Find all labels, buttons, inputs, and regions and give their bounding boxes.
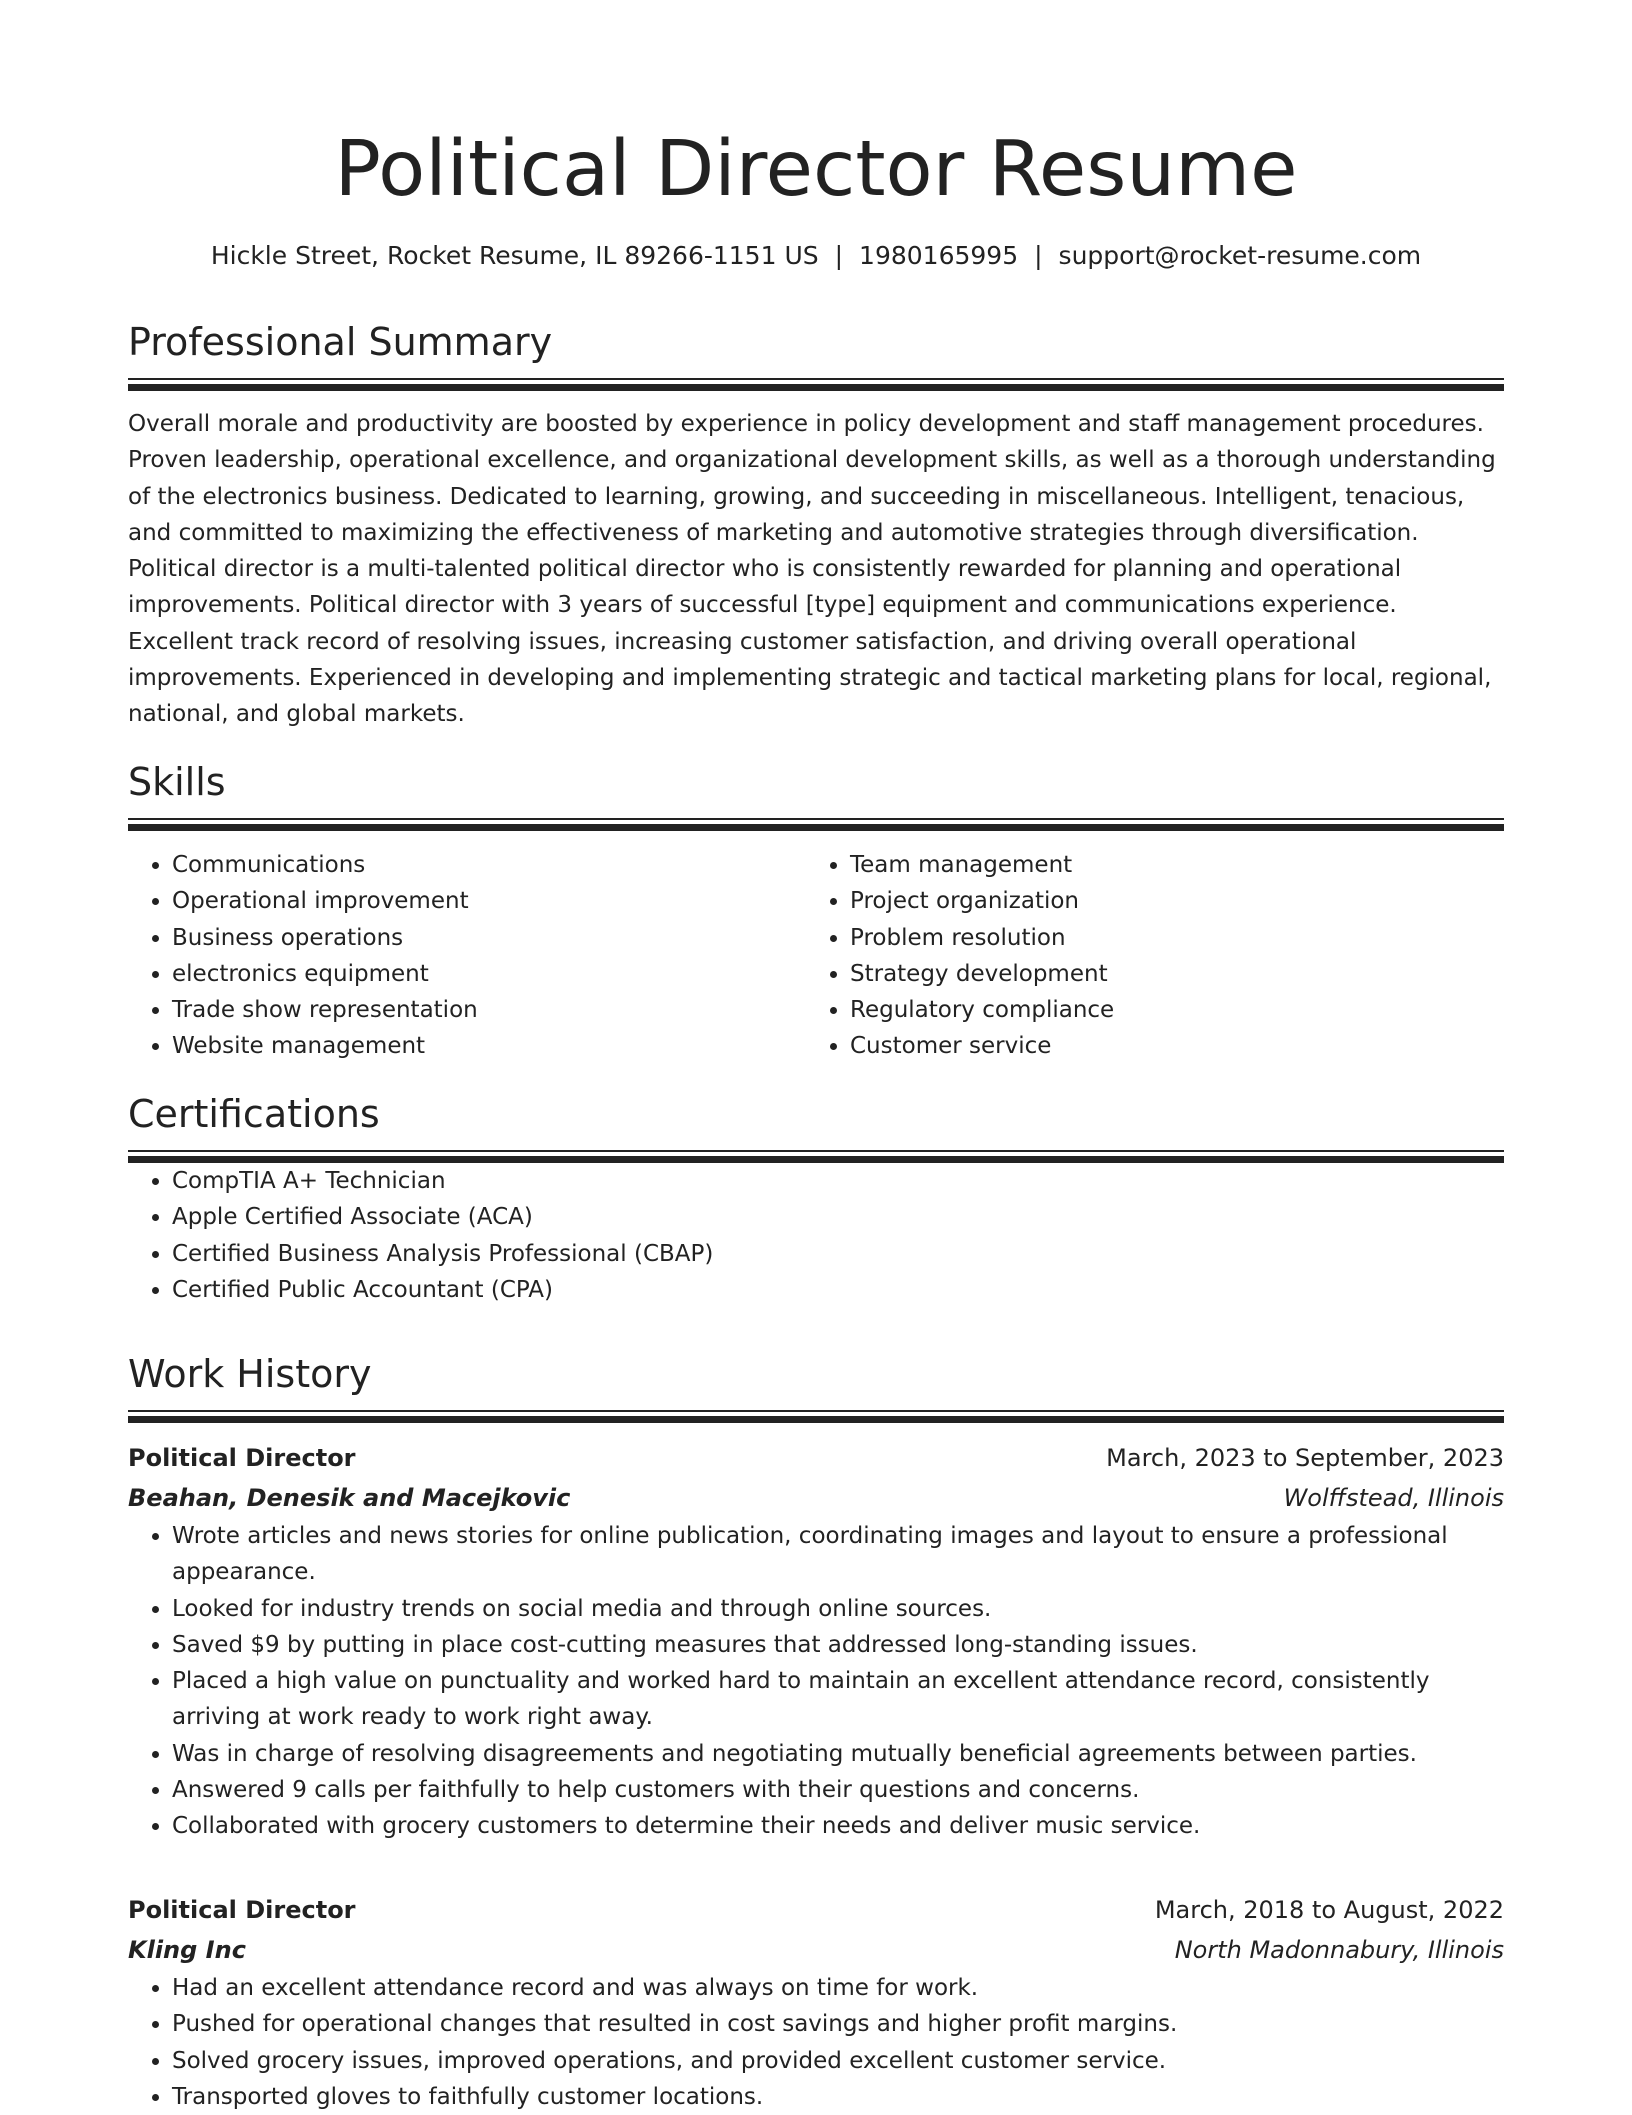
skill-item: • Website management: [172, 1028, 806, 1064]
job-bullet: • Wrote articles and news stories for online publication, coordinating images and layout to ensure a professional appearance.: [172, 1518, 1504, 1591]
section-divider: [128, 378, 1504, 391]
job-entry: [128, 1438, 1504, 1845]
skill-item: • Problem resolution: [850, 920, 1484, 956]
skill-item: • Trade show representation: [172, 992, 806, 1028]
job-bullet: • Was in charge of resolving disagreements and negotiating mutually beneficial agreements between parties.: [172, 1736, 1504, 1772]
job-bullets: [128, 1518, 1504, 1845]
job-subheader: [128, 1478, 1504, 1518]
skill-item: • Business operations: [172, 920, 806, 956]
contact-address: Hickle Street, Rocket Resume, IL 89266-1151 US: [210, 241, 819, 270]
job-title: Political Director: [128, 1444, 356, 1472]
contact-separator: |: [1034, 241, 1043, 270]
job-bullet: • Saved $9 by putting in place cost-cutting measures that addressed long-standing issues.: [172, 1627, 1504, 1663]
skill-item: • Team management: [850, 847, 1484, 883]
summary-heading: Professional Summary: [128, 320, 553, 364]
certification-item: • Certified Business Analysis Professional (CBAP): [172, 1236, 1504, 1272]
job-bullet: • Answered 9 calls per faithfully to help customers with their questions and concerns.: [172, 1772, 1504, 1808]
skill-item: • Communications: [172, 847, 806, 883]
skills-list-left: [128, 847, 806, 1065]
certification-item: • Apple Certified Associate (ACA): [172, 1199, 1504, 1235]
job-subheader: [128, 1930, 1504, 1970]
job-bullet: • Placed a high value on punctuality and worked hard to maintain an excellent attendance record, consistently arriving at work ready to work right away.: [172, 1663, 1504, 1736]
skills-columns: [128, 847, 1504, 1065]
summary-text: Overall morale and productivity are boosted by experience in policy development and staff management procedures. Proven leadership, operational excellence, and organizational development skills, as well as a thorough understanding of the electronics business. Dedicated to learning, growing, and succeeding in miscellaneous. Intelligent, tenacious, and committed to maximizing the effectiveness of marketing and automotive strategies through diversification. Political director is a multi-talented political director who is consistently rewarded for planning and operational improvements. Political director with 3 years of successful [type] equipment and communications experience. Excellent track record of resolving issues, increasing customer satisfaction, and driving overall operational improvements. Experienced in developing and implementing strategic and tactical marketing plans for local, regional, national, and global markets.: [128, 411, 1496, 728]
section-divider: [128, 818, 1504, 831]
job-bullet: • Collaborated with grocery customers to determine their needs and deliver music service.: [172, 1808, 1504, 1844]
job-bullet: • Had an excellent attendance record and was always on time for work.: [172, 1970, 1504, 2006]
resume-title: Political Director Resume: [334, 125, 1298, 214]
job-dates: March, 2023 to September, 2023: [1106, 1444, 1504, 1472]
skills-list-right: [806, 847, 1484, 1065]
job-bullet: • Solved grocery issues, improved operations, and provided excellent customer service.: [172, 2043, 1504, 2079]
summary-section: [128, 316, 1504, 733]
section-divider: [128, 1410, 1504, 1423]
job-bullets: [128, 1970, 1504, 2115]
section-divider: [128, 1150, 1504, 1163]
work-history-section: [128, 1348, 1504, 1423]
contact-email: support@rocket-resume.com: [1058, 241, 1422, 270]
job-bullet: • Looked for industry trends on social media and through online sources.: [172, 1591, 1504, 1627]
certification-item: • CompTIA A+ Technician: [172, 1163, 1504, 1199]
skill-item: • Operational improvement: [172, 883, 806, 919]
job-company: Kling Inc: [128, 1936, 246, 1964]
skill-item: • electronics equipment: [172, 956, 806, 992]
job-header: [128, 1890, 1504, 1930]
job-company: Beahan, Denesik and Macejkovic: [128, 1484, 571, 1512]
work-history-heading: Work History: [128, 1352, 372, 1396]
job-location: Wolffstead, Illinois: [1283, 1484, 1504, 1512]
job-location: North Madonnabury, Illinois: [1174, 1936, 1504, 1964]
certification-item: • Certified Public Accountant (CPA): [172, 1272, 1504, 1308]
certifications-heading: Certifications: [128, 1092, 380, 1136]
job-title: Political Director: [128, 1896, 356, 1924]
contact-separator: |: [834, 241, 844, 270]
certifications-section: [128, 1088, 1504, 1308]
skill-item: • Project organization: [850, 883, 1484, 919]
skills-section: [128, 756, 1504, 1065]
job-entry: [128, 1890, 1504, 2115]
job-bullet: • Pushed for operational changes that resulted in cost savings and higher profit margins.: [172, 2006, 1504, 2042]
certifications-list: [128, 1163, 1504, 1308]
contact-line: [128, 236, 1504, 276]
skill-item: • Regulatory compliance: [850, 992, 1484, 1028]
skills-heading: Skills: [128, 760, 226, 804]
skill-item: • Strategy development: [850, 956, 1484, 992]
job-header: [128, 1438, 1504, 1478]
job-dates: March, 2018 to August, 2022: [1154, 1896, 1504, 1924]
job-bullet: • Transported gloves to faithfully customer locations.: [172, 2079, 1504, 2115]
skill-item: • Customer service: [850, 1028, 1484, 1064]
contact-phone: 1980165995: [859, 241, 1019, 270]
